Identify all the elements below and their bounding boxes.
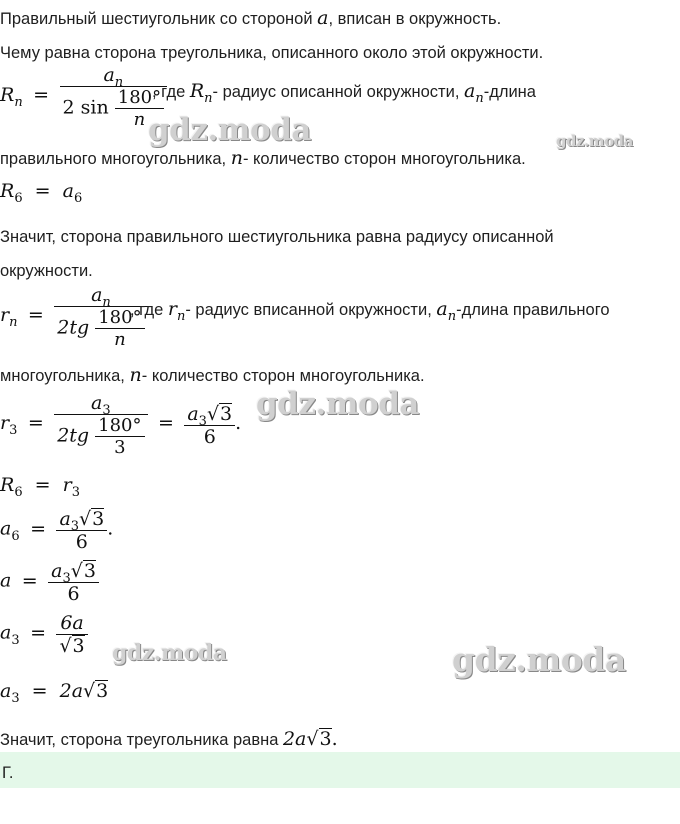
formula-a: a = $\frac{a_3√3}{6}$ (0, 560, 99, 605)
explanation-line: правильного многоугольника, n- количество сторон многоугольника. (0, 147, 526, 169)
answer-box (0, 752, 680, 788)
formula-a3-result: $a_3 = 2a√3$ (0, 680, 109, 706)
explanation-line: окружности. (0, 262, 93, 280)
formula-circumradius-explanation: , где $R_n-$ радиус описанной окружности, $a_n$-длина (152, 80, 536, 106)
formula-circumradius: $R_n$ = $a_n$ 2 sin $\frac{180^\circ}{n}$ (0, 64, 167, 130)
watermark: gdz.moda (452, 640, 626, 679)
answer-text: Г. (2, 764, 14, 782)
formula-inradius: $r_n$ = $a_n$ 2tg $\frac{180^\circ}{n}$ (0, 284, 148, 350)
explanation-line: многоугольника, n- количество сторон многоугольника. (0, 364, 425, 386)
conclusion: Значит, сторона треугольника равна 2a√3. (0, 728, 338, 750)
formula-a3-fraction: $a_3$ = $\frac{6a}{√3}$ (0, 612, 88, 657)
problem-statement-line2: Чему равна сторона треугольника, описанного около этой окружности. (0, 44, 544, 62)
watermark: gdz.moda (112, 640, 227, 666)
formula-a6: $a_6$ = $\frac{a_3√3}{6}$ . (0, 508, 114, 553)
watermark: gdz.moda (148, 112, 311, 148)
formula-r3: $r_3$ = $a_3$ 2tg $\frac{180^\circ}{3}$ = $\frac{a_3√3}{6}$ . (0, 392, 242, 458)
formula-r6-a6: $R_6 = a_6$ (0, 180, 83, 206)
formula-inradius-explanation: , где $r_n-$ радиус вписанной окружности, $a_n$-длина правильного (130, 298, 610, 324)
watermark: gdz.moda (556, 132, 633, 150)
watermark: gdz.moda (256, 386, 419, 422)
problem-statement-line1: Правильный шестиугольник со стороной a, вписан в окружность. (0, 7, 502, 29)
formula-r6-r3: $R_6 = r_3$ (0, 474, 80, 500)
explanation-line: Значит, сторона правильного шестиугольника равна радиусу описанной (0, 228, 554, 246)
